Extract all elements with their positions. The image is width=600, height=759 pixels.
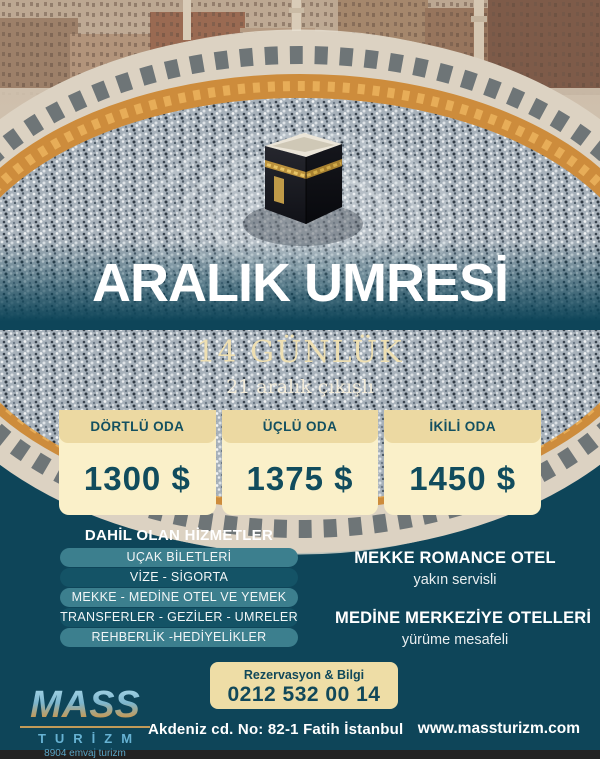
reservation-phone: 0212 532 00 14 xyxy=(227,683,381,706)
service-item: REHBERLİK -HEDİYELİKLER xyxy=(60,628,298,647)
logo-tagline: 8904 emvaj turizm xyxy=(44,748,126,759)
hotels-info xyxy=(335,549,592,648)
price-card-double xyxy=(384,410,541,515)
room-price: 1375 $ xyxy=(246,460,354,497)
price-cards xyxy=(59,410,541,515)
mass-turizm-logo xyxy=(10,686,160,759)
hotel-note: yürüme mesafeli xyxy=(401,632,509,648)
room-type-label: ÜÇLÜ ODA xyxy=(222,410,379,443)
departure-date: 21 aralık çıkışlı xyxy=(226,376,374,398)
services-list xyxy=(60,548,298,648)
page-title: ARALIK UMRESİ xyxy=(92,253,508,313)
price-card-triple xyxy=(222,410,379,515)
service-item: TRANSFERLER - GEZİLER - UMRELER xyxy=(60,608,298,627)
medine-hotel xyxy=(335,609,592,648)
footer-website: www.massturizm.com xyxy=(417,720,580,737)
room-price: 1450 $ xyxy=(409,460,517,497)
price-card-quad xyxy=(59,410,216,515)
logo-brand-text: MASS xyxy=(30,684,140,726)
reservation-label: Rezervasyon & Bilgi xyxy=(243,668,365,682)
room-type-label: DÖRTLÜ ODA xyxy=(59,410,216,443)
mekke-hotel xyxy=(335,549,575,588)
services-heading: DAHİL OLAN HİZMETLER xyxy=(84,527,274,544)
service-item: VİZE - SİGORTA xyxy=(60,568,298,587)
reservation-box xyxy=(210,662,398,709)
room-type-label: İKİLİ ODA xyxy=(384,410,541,443)
hotel-name: MEKKE ROMANCE OTEL xyxy=(354,549,556,567)
hotel-name: MEDİNE MERKEZİYE OTELLERİ xyxy=(335,609,592,627)
logo-divider xyxy=(20,726,150,728)
footer-address: Akdeniz cd. No: 82-1 Fatih İstanbul xyxy=(148,721,404,738)
room-price: 1300 $ xyxy=(83,460,191,497)
service-item: UÇAK BİLETLERİ xyxy=(60,548,298,567)
logo-sub-text: TURİZM xyxy=(37,731,142,746)
service-item: MEKKE - MEDİNE OTEL VE YEMEK xyxy=(60,588,298,607)
hotel-note: yakın servisli xyxy=(413,572,497,588)
trip-duration: 14 GÜNLÜK xyxy=(196,335,404,370)
